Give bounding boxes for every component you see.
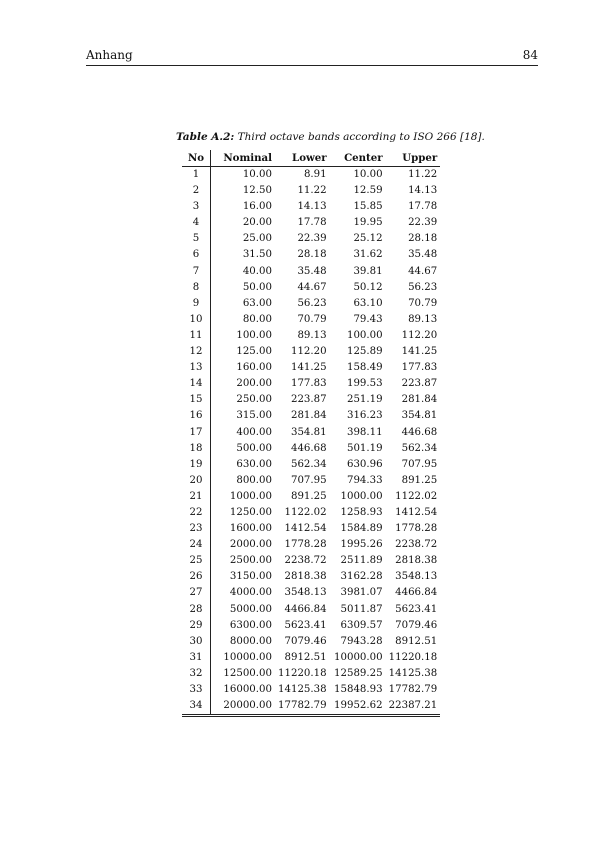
cell-nominal: 1000.00 xyxy=(229,490,272,502)
cell-center: 5011.87 xyxy=(340,603,383,615)
page-number: 84 xyxy=(522,48,538,62)
cell-upper: 2238.72 xyxy=(395,539,438,551)
cell-nominal: 8000.00 xyxy=(229,635,272,647)
cell-center: 3981.07 xyxy=(340,587,383,599)
cell-upper: 8912.51 xyxy=(395,635,438,647)
cell-lower: 70.79 xyxy=(297,313,327,325)
cell-center: 7943.28 xyxy=(340,635,383,647)
cell-upper: 17782.79 xyxy=(388,684,438,695)
table-row xyxy=(182,296,440,312)
cell-center: 6309.57 xyxy=(340,619,383,631)
column-header-no: No xyxy=(182,150,211,167)
cell-no: 4 xyxy=(182,215,211,231)
cell-upper: 446.68 xyxy=(401,426,438,438)
cell-upper: 4466.84 xyxy=(395,587,438,599)
cell-no: 23 xyxy=(182,521,211,537)
header-section-title: Anhang xyxy=(86,48,133,62)
cell-nominal: 3150.00 xyxy=(229,571,272,583)
table-caption-text: Third octave bands according to ISO 266 [18]. xyxy=(237,131,485,143)
cell-lower: 5623.41 xyxy=(284,619,327,631)
cell-nominal: 20.00 xyxy=(242,217,272,229)
column-header-upper: Upper xyxy=(386,150,441,167)
cell-lower: 281.84 xyxy=(290,410,327,422)
cell-no: 17 xyxy=(182,425,211,441)
cell-center: 1584.89 xyxy=(340,523,383,535)
cell-center: 630.96 xyxy=(346,458,383,470)
cell-center: 39.81 xyxy=(353,265,383,277)
cell-upper: 11.22 xyxy=(408,169,438,180)
cell-center: 12.59 xyxy=(353,185,383,197)
cell-upper: 11220.18 xyxy=(388,651,438,663)
cell-nominal: 500.00 xyxy=(236,442,272,454)
cell-nominal: 2000.00 xyxy=(229,539,272,551)
cell-lower: 223.87 xyxy=(290,394,327,406)
cell-upper: 44.67 xyxy=(408,265,438,277)
cell-lower: 8912.51 xyxy=(284,651,327,663)
cell-no: 21 xyxy=(182,489,211,505)
cell-no: 5 xyxy=(182,231,211,247)
cell-upper: 223.87 xyxy=(401,378,438,390)
cell-no: 7 xyxy=(182,264,211,280)
cell-lower: 22.39 xyxy=(297,233,327,245)
table-row xyxy=(182,537,440,553)
cell-no: 27 xyxy=(182,585,211,601)
cell-no: 29 xyxy=(182,618,211,634)
cell-lower: 707.95 xyxy=(290,474,327,486)
cell-upper: 22.39 xyxy=(408,217,438,229)
cell-center: 79.43 xyxy=(353,313,383,325)
table-header-row xyxy=(182,150,440,167)
table-row xyxy=(182,441,440,457)
cell-lower: 1778.28 xyxy=(284,539,327,551)
cell-no: 32 xyxy=(182,666,211,682)
cell-no: 3 xyxy=(182,199,211,215)
table-row xyxy=(182,618,440,634)
cell-nominal: 10.00 xyxy=(242,169,272,180)
cell-no: 1 xyxy=(182,167,211,184)
cell-upper: 281.84 xyxy=(401,394,438,406)
cell-center: 1258.93 xyxy=(340,506,383,518)
cell-nominal: 4000.00 xyxy=(229,587,272,599)
table-row xyxy=(182,457,440,473)
column-header-lower: Lower xyxy=(275,150,330,167)
cell-lower: 1122.02 xyxy=(284,506,327,518)
table-row xyxy=(182,280,440,296)
cell-lower: 17.78 xyxy=(297,217,327,229)
cell-upper: 28.18 xyxy=(408,233,438,245)
table-row xyxy=(182,183,440,199)
cell-upper: 1778.28 xyxy=(395,523,438,535)
cell-nominal: 1600.00 xyxy=(229,523,272,535)
cell-center: 19952.62 xyxy=(334,700,383,712)
cell-upper: 3548.13 xyxy=(395,571,438,583)
cell-no: 26 xyxy=(182,569,211,585)
cell-lower: 177.83 xyxy=(290,378,327,390)
cell-nominal: 250.00 xyxy=(236,394,272,406)
cell-center: 501.19 xyxy=(346,442,383,454)
cell-upper: 141.25 xyxy=(401,346,438,358)
cell-no: 18 xyxy=(182,441,211,457)
cell-no: 12 xyxy=(182,344,211,360)
cell-nominal: 63.00 xyxy=(242,297,272,309)
table-row xyxy=(182,585,440,601)
column-header-center: Center xyxy=(330,150,386,167)
cell-no: 11 xyxy=(182,328,211,344)
table-row xyxy=(182,344,440,360)
cell-nominal: 400.00 xyxy=(236,426,272,438)
cell-nominal: 25.00 xyxy=(242,233,272,245)
cell-no: 28 xyxy=(182,602,211,618)
table-row xyxy=(182,167,440,184)
table-row xyxy=(182,489,440,505)
cell-no: 8 xyxy=(182,280,211,296)
third-octave-table xyxy=(182,150,440,717)
table-row xyxy=(182,264,440,280)
cell-center: 158.49 xyxy=(346,362,383,374)
cell-nominal: 12.50 xyxy=(242,185,272,197)
table-body xyxy=(182,167,440,716)
table-row xyxy=(182,328,440,344)
cell-no: 25 xyxy=(182,553,211,569)
cell-lower: 28.18 xyxy=(297,249,327,261)
cell-nominal: 630.00 xyxy=(236,458,272,470)
cell-no: 10 xyxy=(182,312,211,328)
cell-nominal: 125.00 xyxy=(236,346,272,358)
table-caption xyxy=(176,131,485,143)
column-header-nominal: Nominal xyxy=(211,150,276,167)
cell-upper: 354.81 xyxy=(401,410,438,422)
table-row xyxy=(182,408,440,424)
cell-lower: 14.13 xyxy=(297,201,327,213)
cell-no: 9 xyxy=(182,296,211,312)
cell-center: 25.12 xyxy=(353,233,383,245)
cell-no: 6 xyxy=(182,247,211,263)
cell-no: 16 xyxy=(182,408,211,424)
table-row xyxy=(182,666,440,682)
cell-upper: 891.25 xyxy=(401,474,438,486)
cell-nominal: 200.00 xyxy=(236,378,272,390)
table-row xyxy=(182,682,440,698)
cell-lower: 141.25 xyxy=(290,362,327,374)
cell-center: 199.53 xyxy=(346,378,383,390)
cell-center: 398.11 xyxy=(346,426,383,438)
cell-no: 24 xyxy=(182,537,211,553)
cell-center: 12589.25 xyxy=(334,667,383,679)
table-row xyxy=(182,199,440,215)
cell-lower: 17782.79 xyxy=(278,700,327,712)
cell-nominal: 10000.00 xyxy=(223,651,272,663)
cell-upper: 2818.38 xyxy=(395,555,438,567)
cell-lower: 562.34 xyxy=(290,458,327,470)
cell-lower: 89.13 xyxy=(297,329,327,341)
cell-center: 316.23 xyxy=(346,410,383,422)
cell-upper: 1412.54 xyxy=(395,506,438,518)
cell-no: 22 xyxy=(182,505,211,521)
cell-upper: 17.78 xyxy=(408,201,438,213)
table-row xyxy=(182,231,440,247)
cell-no: 2 xyxy=(182,183,211,199)
table-row xyxy=(182,602,440,618)
cell-center: 15848.93 xyxy=(334,684,383,695)
cell-center: 1000.00 xyxy=(340,490,383,502)
cell-upper: 22387.21 xyxy=(388,700,438,712)
cell-lower: 1412.54 xyxy=(284,523,327,535)
table-row xyxy=(182,650,440,666)
cell-center: 10000.00 xyxy=(334,651,383,663)
cell-upper: 56.23 xyxy=(408,281,438,293)
cell-no: 15 xyxy=(182,392,211,408)
cell-lower: 891.25 xyxy=(290,490,327,502)
table-row xyxy=(182,569,440,585)
cell-upper: 177.83 xyxy=(401,362,438,374)
cell-no: 20 xyxy=(182,473,211,489)
page-header xyxy=(86,48,538,66)
cell-no: 34 xyxy=(182,698,211,716)
cell-nominal: 800.00 xyxy=(236,474,272,486)
cell-upper: 7079.46 xyxy=(395,619,438,631)
cell-lower: 11.22 xyxy=(297,185,327,197)
cell-lower: 2238.72 xyxy=(284,555,327,567)
cell-lower: 7079.46 xyxy=(284,635,327,647)
cell-center: 100.00 xyxy=(346,329,383,341)
cell-upper: 112.20 xyxy=(401,329,438,341)
cell-lower: 112.20 xyxy=(290,346,327,358)
cell-center: 1995.26 xyxy=(340,539,383,551)
cell-lower: 4466.84 xyxy=(284,603,327,615)
cell-no: 31 xyxy=(182,650,211,666)
cell-nominal: 50.00 xyxy=(242,281,272,293)
cell-nominal: 160.00 xyxy=(236,362,272,374)
cell-no: 13 xyxy=(182,360,211,376)
cell-nominal: 31.50 xyxy=(242,249,272,261)
cell-upper: 562.34 xyxy=(401,442,438,454)
cell-nominal: 315.00 xyxy=(236,410,272,422)
cell-upper: 5623.41 xyxy=(395,603,438,615)
cell-center: 31.62 xyxy=(353,249,383,261)
cell-lower: 11220.18 xyxy=(278,667,327,679)
cell-lower: 44.67 xyxy=(297,281,327,293)
cell-upper: 14125.38 xyxy=(388,667,438,679)
cell-upper: 1122.02 xyxy=(395,490,438,502)
cell-center: 50.12 xyxy=(353,281,383,293)
cell-upper: 70.79 xyxy=(408,297,438,309)
cell-no: 19 xyxy=(182,457,211,473)
cell-lower: 2818.38 xyxy=(284,571,327,583)
cell-lower: 8.91 xyxy=(303,169,327,180)
cell-no: 30 xyxy=(182,634,211,650)
cell-nominal: 100.00 xyxy=(236,329,272,341)
table-row xyxy=(182,425,440,441)
cell-upper: 707.95 xyxy=(401,458,438,470)
table-row xyxy=(182,553,440,569)
cell-no: 14 xyxy=(182,376,211,392)
cell-nominal: 16.00 xyxy=(242,201,272,213)
table-row xyxy=(182,698,440,716)
table-row xyxy=(182,215,440,231)
table-row xyxy=(182,521,440,537)
cell-upper: 89.13 xyxy=(408,313,438,325)
cell-center: 19.95 xyxy=(353,217,383,229)
cell-center: 794.33 xyxy=(346,474,383,486)
table-row xyxy=(182,634,440,650)
cell-center: 15.85 xyxy=(353,201,383,213)
table-row xyxy=(182,392,440,408)
cell-nominal: 80.00 xyxy=(242,313,272,325)
cell-upper: 35.48 xyxy=(408,249,438,261)
cell-upper: 14.13 xyxy=(408,185,438,197)
cell-center: 251.19 xyxy=(346,394,383,406)
cell-center: 10.00 xyxy=(353,169,383,180)
cell-nominal: 2500.00 xyxy=(229,555,272,567)
cell-nominal: 40.00 xyxy=(242,265,272,277)
table-row xyxy=(182,360,440,376)
table-row xyxy=(182,473,440,489)
cell-lower: 3548.13 xyxy=(284,587,327,599)
table-row xyxy=(182,376,440,392)
cell-nominal: 12500.00 xyxy=(223,667,272,679)
cell-center: 3162.28 xyxy=(340,571,383,583)
cell-nominal: 20000.00 xyxy=(223,700,272,712)
table-row xyxy=(182,312,440,328)
cell-nominal: 6300.00 xyxy=(229,619,272,631)
table-caption-label: Table A.2: xyxy=(176,131,235,143)
cell-center: 125.89 xyxy=(346,346,383,358)
cell-lower: 14125.38 xyxy=(278,684,327,695)
table-row xyxy=(182,505,440,521)
cell-lower: 56.23 xyxy=(297,297,327,309)
cell-lower: 35.48 xyxy=(297,265,327,277)
cell-center: 63.10 xyxy=(353,297,383,309)
cell-nominal: 1250.00 xyxy=(229,506,272,518)
cell-nominal: 5000.00 xyxy=(229,603,272,615)
cell-no: 33 xyxy=(182,682,211,698)
cell-lower: 446.68 xyxy=(290,442,327,454)
table-row xyxy=(182,247,440,263)
cell-nominal: 16000.00 xyxy=(223,684,272,695)
cell-center: 2511.89 xyxy=(340,555,383,567)
cell-lower: 354.81 xyxy=(290,426,327,438)
